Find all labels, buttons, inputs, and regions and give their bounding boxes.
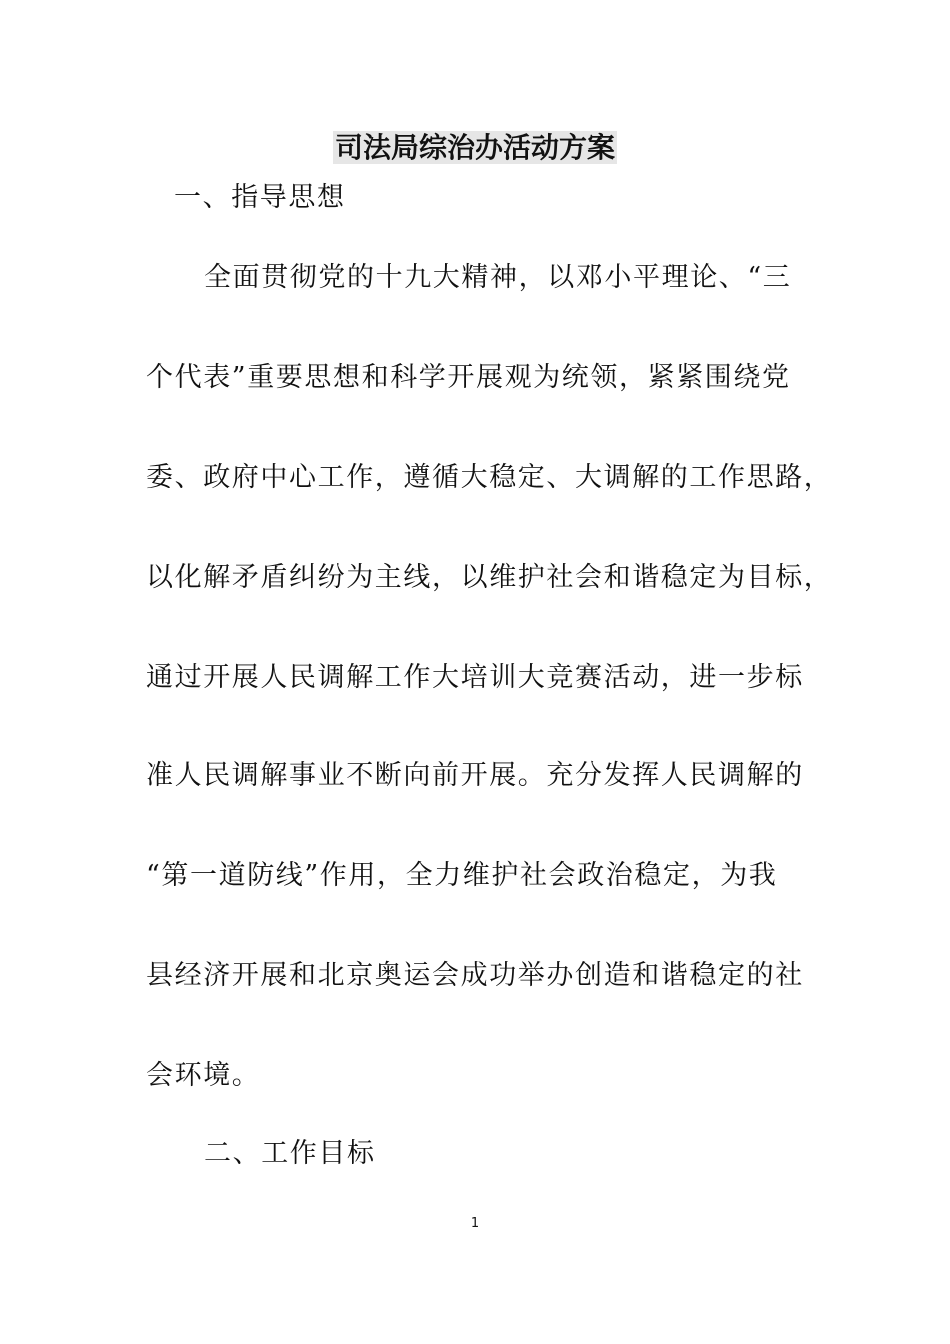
paragraph-line: 以化解矛盾纠纷为主线，以维护社会和谐稳定为目标， [146,562,833,593]
paragraph-line: 个代表”重要思想和科学开展观为统领，紧紧围绕党 [146,362,791,393]
section-heading-work-goals: 二、工作目标 [204,1138,376,1169]
paragraph-line: 通过开展人民调解工作大培训大竞赛活动，进一步标 [146,662,804,693]
paragraph-line: 委、政府中心工作，遵循大稳定、大调解的工作思路， [146,462,833,493]
paragraph-line: 准人民调解事业不断向前开展。充分发挥人民调解的 [146,760,804,791]
document-title-text: 司法局综治办活动方案 [334,131,615,164]
document-title [0,128,950,168]
paragraph-line: 全面贯彻党的十九大精神，以邓小平理论、“三 [204,262,792,293]
section-heading-guiding-ideology: 一、指导思想 [174,182,346,213]
paragraph-line: 县经济开展和北京奥运会成功举办创造和谐稳定的社 [146,960,804,991]
paragraph-line: “第一道防线”作用，全力维护社会政治稳定，为我 [146,860,778,891]
paragraph-line: 会环境。 [146,1060,261,1091]
page-number: 1 [470,1216,480,1231]
